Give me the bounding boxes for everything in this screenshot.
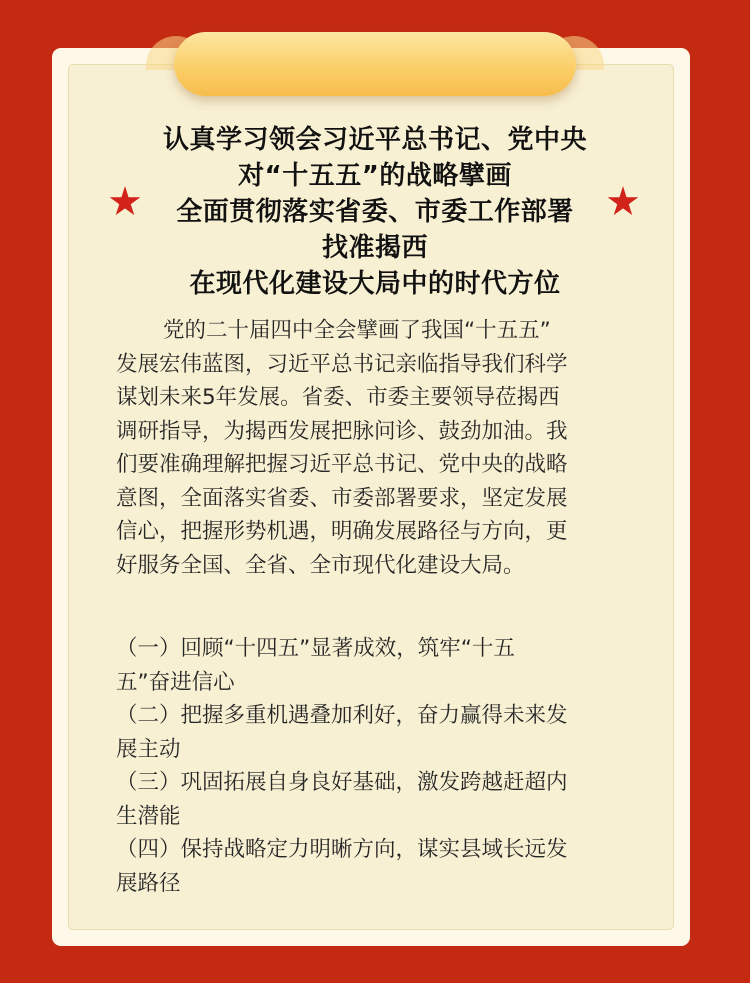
article-body: [116, 314, 656, 900]
paragraph-line: 信心，把握形势机遇，明确发展路径与方向，更: [116, 519, 568, 544]
header-tab-decoration: [174, 32, 576, 96]
outline-item-line: （一）回顾“十四五”显著成效，筑牢“十五: [116, 636, 515, 661]
paragraph-line: 党的二十届四中全会擘画了我国“十五五”: [163, 318, 551, 343]
section-spacer: [116, 582, 656, 632]
outline-item: [116, 766, 656, 833]
paragraph-line: 好服务全国、全省、全市现代化建设大局。: [116, 552, 525, 578]
paragraph-line: 谋划未来5年发展。省委、市委主要领导莅揭西: [116, 385, 560, 410]
outline-item: [116, 699, 656, 766]
paragraph-line: 意图，全面落实省委、市委部署要求，坚定发展: [116, 485, 568, 511]
outline-item: [116, 632, 656, 699]
headline: [100, 122, 650, 302]
headline-line: 对“十五五”的战略擘画: [238, 161, 512, 191]
paragraph-line: 们要准确理解把握习近平总书记、党中央的战略: [116, 452, 568, 477]
headline-line: 全面贯彻落实省委、市委工作部署: [176, 197, 574, 227]
headline-line: 在现代化建设大局中的时代方位: [189, 269, 561, 299]
paragraph-line: 发展宏伟蓝图，习近平总书记亲临指导我们科学: [116, 351, 568, 377]
outline-item-line: （三）巩固拓展自身良好基础，激发跨越赶超内: [116, 770, 568, 795]
outline-item-line: 展路径: [116, 870, 181, 896]
outline-item-line: 生潜能: [116, 803, 181, 829]
paragraph-line: 调研指导，为揭西发展把脉问诊、鼓劲加油。我: [116, 418, 568, 444]
outline-item-line: （四）保持战略定力明晰方向，谋实县域长远发: [116, 837, 568, 862]
intro-paragraph: [116, 314, 656, 582]
headline-line: 认真学习领会习近平总书记、党中央: [162, 125, 587, 155]
outline-item: [116, 833, 656, 900]
outline-item-line: 五”奋进信心: [116, 669, 235, 695]
outline-item-line: （二）把握多重机遇叠加利好，奋力赢得未来发: [116, 703, 568, 728]
outline-list: [116, 632, 656, 900]
headline-line: 找准揭西: [321, 233, 428, 263]
outline-item-line: 展主动: [116, 736, 181, 762]
